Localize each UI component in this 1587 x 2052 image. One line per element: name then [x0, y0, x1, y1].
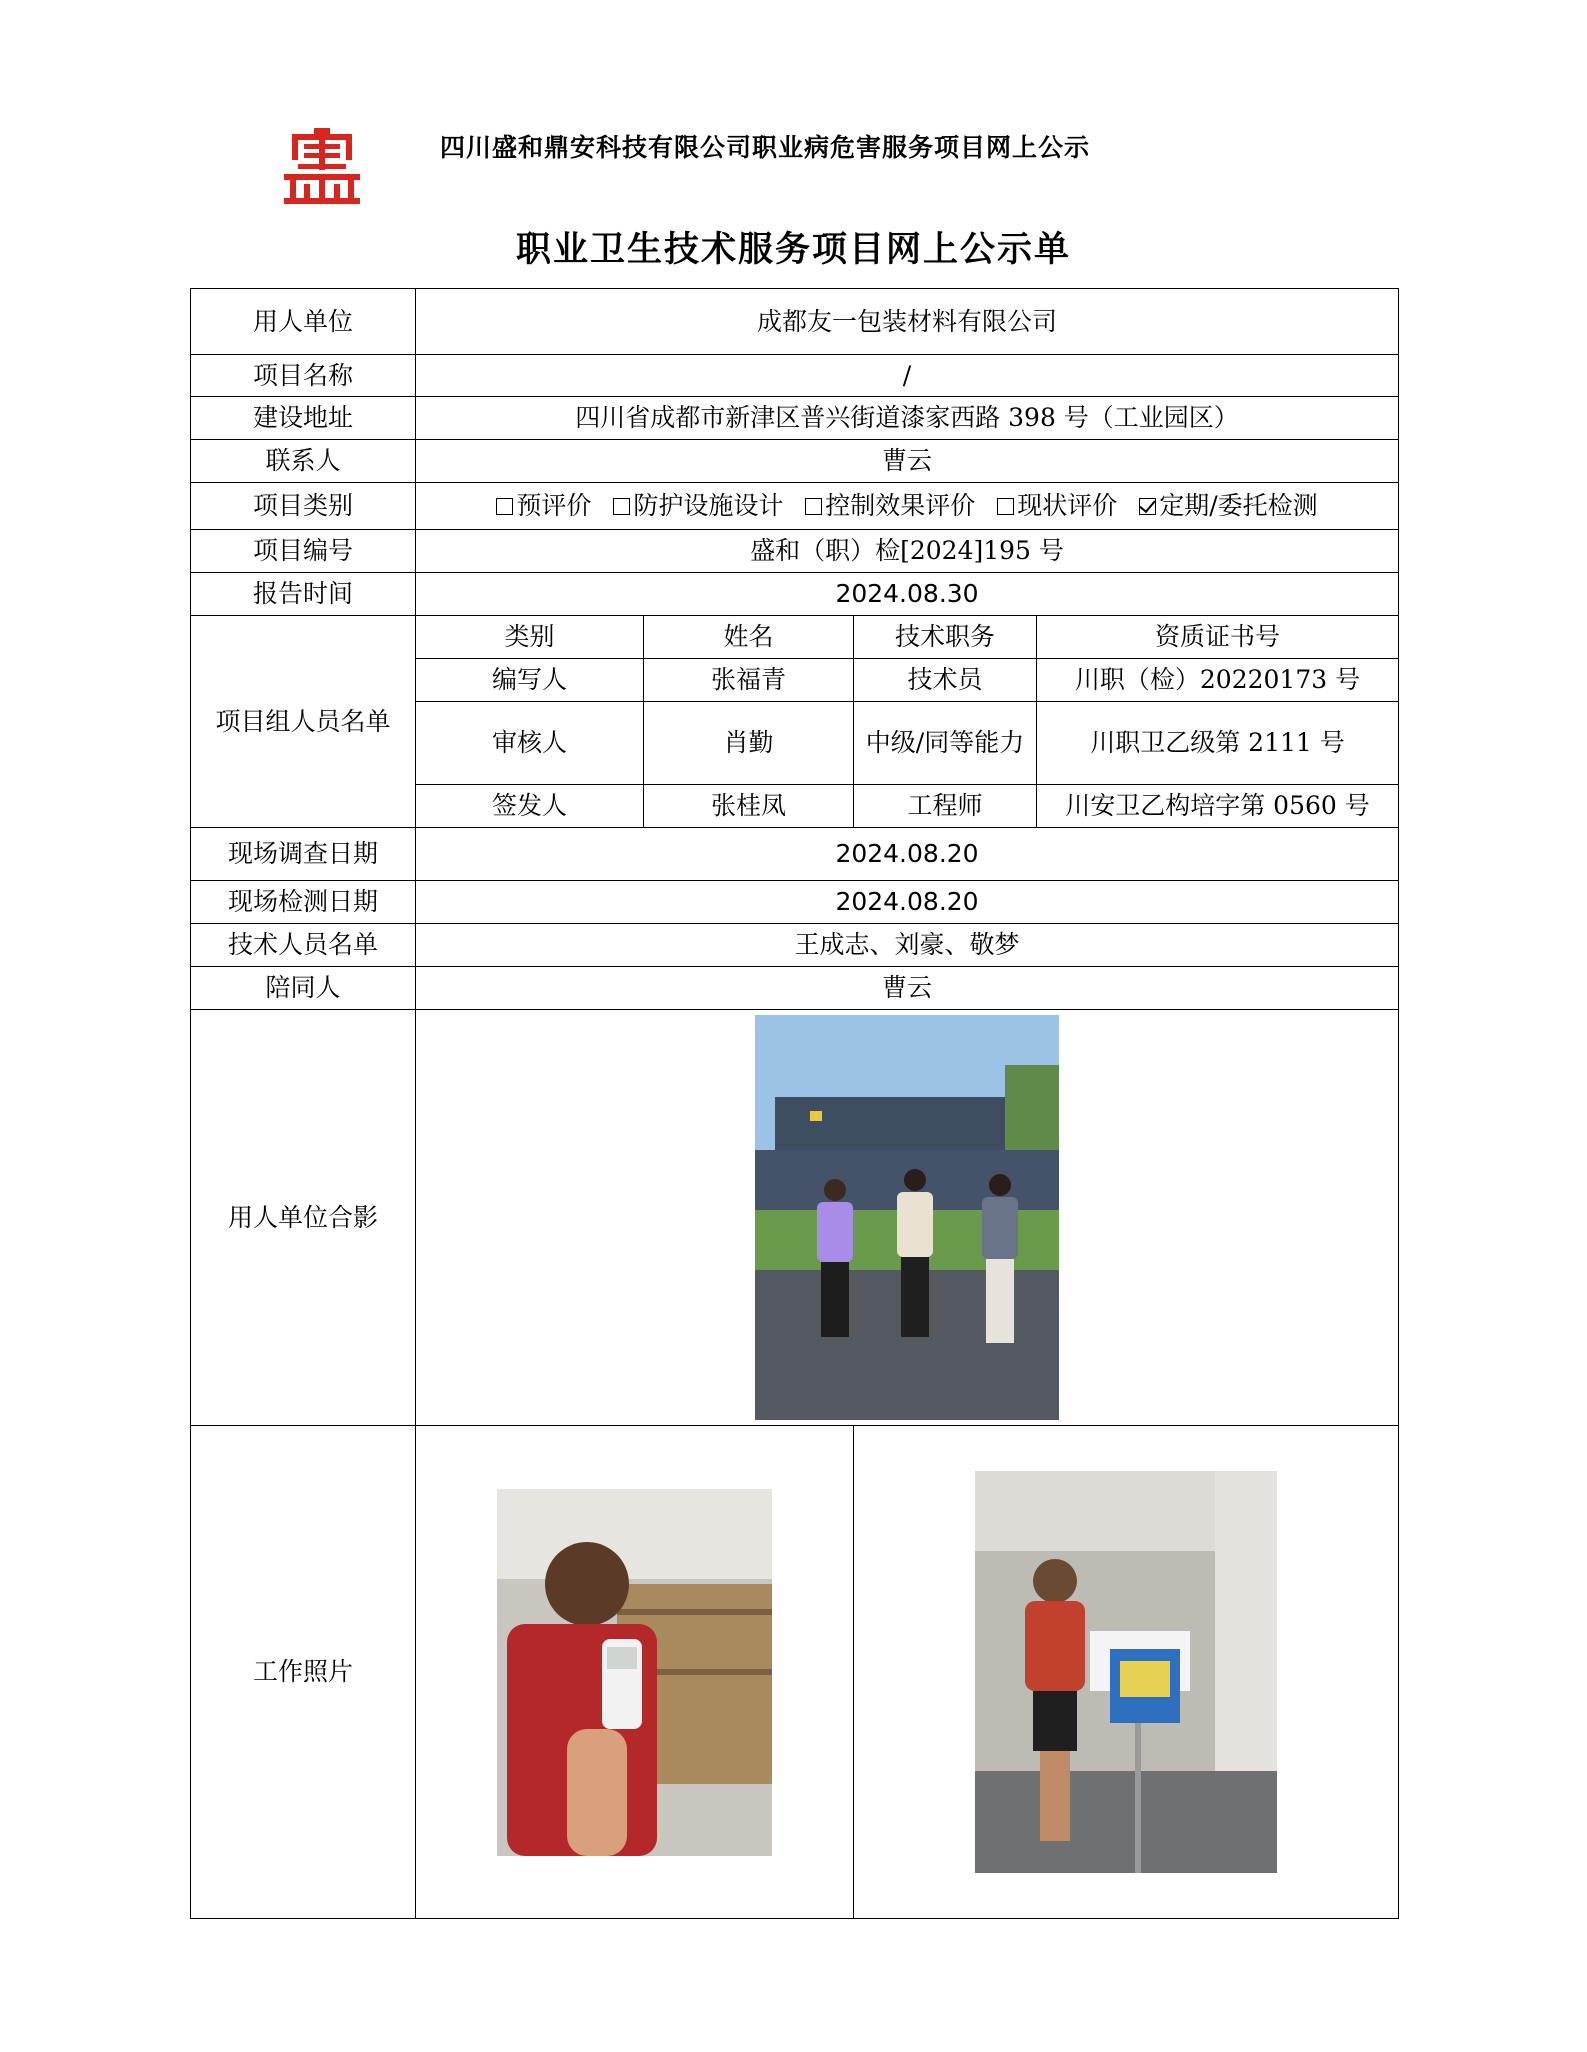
- group-photo-label: 用人单位合影: [191, 1010, 416, 1426]
- contact-value: 曹云: [416, 440, 1399, 483]
- member-title: 技术员: [854, 659, 1037, 702]
- category-options: [416, 483, 1399, 530]
- test-date-value: 2024.08.20: [416, 881, 1399, 924]
- checkbox-icon[interactable]: [613, 498, 630, 515]
- project-name-value: /: [416, 355, 1399, 397]
- team-header-role: 类别: [416, 616, 644, 659]
- member-role: 审核人: [416, 702, 644, 785]
- category-option-protection-design[interactable]: 防护设施设计: [613, 491, 783, 520]
- team-header-title: 技术职务: [854, 616, 1037, 659]
- team-header-row: [191, 616, 1399, 659]
- member-role: 编写人: [416, 659, 644, 702]
- team-label: 项目组人员名单: [191, 616, 416, 828]
- member-name: 张桂凤: [644, 785, 854, 828]
- category-option-pre-evaluation[interactable]: 预评价: [496, 491, 591, 520]
- group-photo: [755, 1015, 1059, 1420]
- member-cert: 川职（检）20220173 号: [1037, 659, 1399, 702]
- member-role: 签发人: [416, 785, 644, 828]
- row-technicians: [191, 924, 1399, 967]
- category-label: 项目类别: [191, 483, 416, 530]
- category-option-status-evaluation[interactable]: 现状评价: [997, 491, 1117, 520]
- row-contact: [191, 440, 1399, 483]
- row-category: [191, 483, 1399, 530]
- category-option-control-effect[interactable]: 控制效果评价: [805, 491, 975, 520]
- address-value: 四川省成都市新津区普兴街道漆家西路 398 号（工业园区）: [416, 397, 1399, 440]
- member-cert: 川职卫乙级第 2111 号: [1037, 702, 1399, 785]
- row-project-no: [191, 530, 1399, 573]
- member-name: 肖勤: [644, 702, 854, 785]
- work-photo-cell-1: [416, 1426, 854, 1919]
- work-photos-label: 工作照片: [191, 1426, 416, 1919]
- member-name: 张福青: [644, 659, 854, 702]
- technicians-label: 技术人员名单: [191, 924, 416, 967]
- row-employer: [191, 289, 1399, 355]
- member-cert: 川安卫乙构培字第 0560 号: [1037, 785, 1399, 828]
- project-no-value: 盛和（职）检[2024]195 号: [416, 530, 1399, 573]
- survey-date-label: 现场调查日期: [191, 828, 416, 881]
- employer-label: 用人单位: [191, 289, 416, 355]
- header-company-line: 四川盛和鼎安科技有限公司职业病危害服务项目网上公示: [440, 133, 1091, 162]
- technicians-value: 王成志、刘豪、敬梦: [416, 924, 1399, 967]
- checkbox-icon[interactable]: [496, 498, 513, 515]
- report-time-value: 2024.08.30: [416, 573, 1399, 616]
- project-name-label: 项目名称: [191, 355, 416, 397]
- member-title: 中级/同等能力: [854, 702, 1037, 785]
- row-test-date: [191, 881, 1399, 924]
- team-header-name: 姓名: [644, 616, 854, 659]
- checkbox-checked-icon[interactable]: [1139, 498, 1156, 515]
- contact-label: 联系人: [191, 440, 416, 483]
- row-work-photos: [191, 1426, 1399, 1919]
- address-label: 建设地址: [191, 397, 416, 440]
- row-address: [191, 397, 1399, 440]
- accompany-value: 曹云: [416, 967, 1399, 1010]
- team-header-cert: 资质证书号: [1037, 616, 1399, 659]
- row-project-name: [191, 355, 1399, 397]
- company-logo: [284, 128, 360, 204]
- group-photo-cell: [416, 1010, 1399, 1426]
- survey-date-value: 2024.08.20: [416, 828, 1399, 881]
- accompany-label: 陪同人: [191, 967, 416, 1010]
- checkbox-icon[interactable]: [805, 498, 822, 515]
- test-date-label: 现场检测日期: [191, 881, 416, 924]
- row-group-photo: [191, 1010, 1399, 1426]
- checkbox-icon[interactable]: [997, 498, 1014, 515]
- report-time-label: 报告时间: [191, 573, 416, 616]
- row-accompany: [191, 967, 1399, 1010]
- document-title: 职业卫生技术服务项目网上公示单: [515, 229, 1071, 270]
- category-option-periodic-testing[interactable]: 定期/委托检测: [1139, 491, 1317, 520]
- work-photo-cell-2: [854, 1426, 1399, 1919]
- employer-value: 成都友一包装材料有限公司: [416, 289, 1399, 355]
- member-title: 工程师: [854, 785, 1037, 828]
- row-report-time: [191, 573, 1399, 616]
- project-no-label: 项目编号: [191, 530, 416, 573]
- publicity-form-table: [190, 288, 1399, 1919]
- work-photo-sound-meter: [497, 1489, 772, 1856]
- work-photo-sampler: [975, 1471, 1277, 1873]
- row-survey-date: [191, 828, 1399, 881]
